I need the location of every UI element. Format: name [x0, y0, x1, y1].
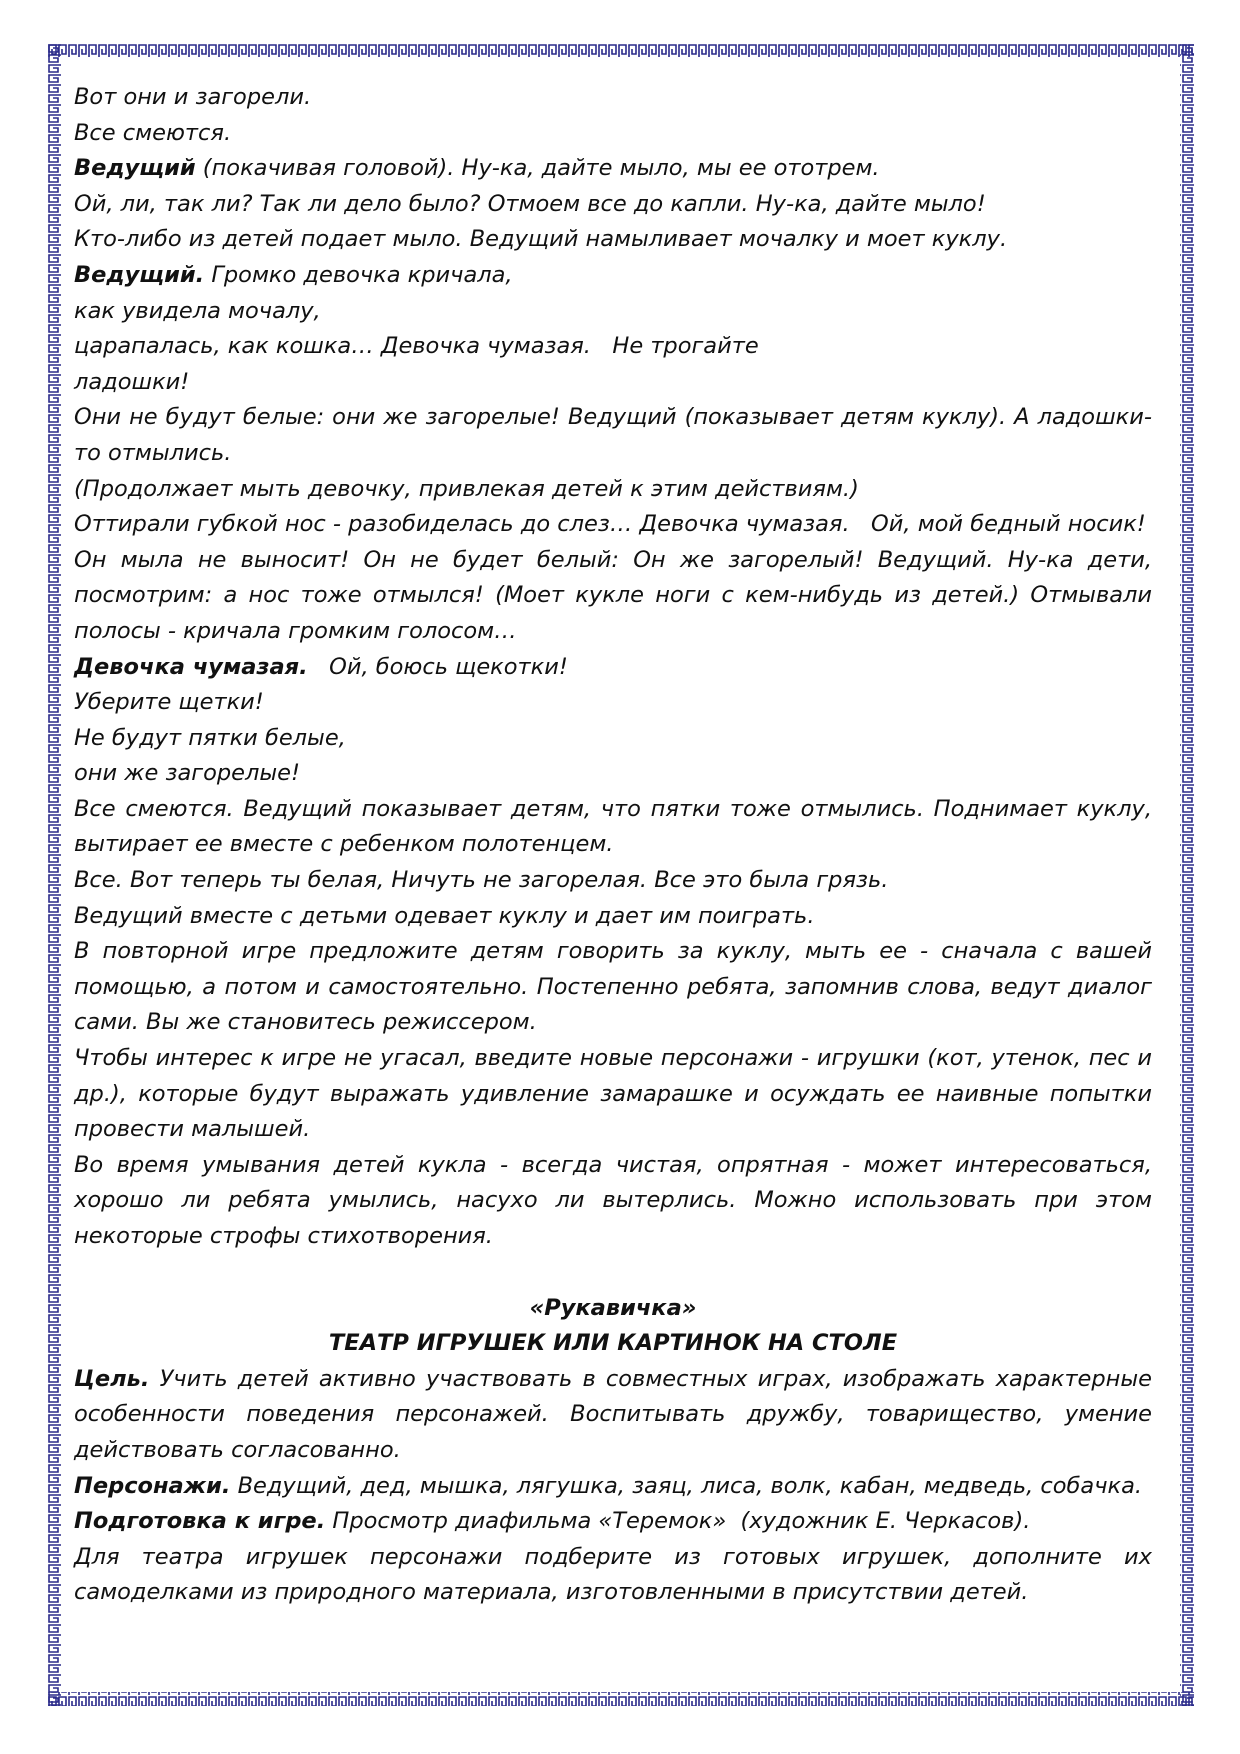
line-16: Не будут пятки белые, [74, 724, 346, 751]
bottom-section [74, 1362, 1152, 1611]
line-3: Ведущий (покачивая головой). Ну-ка, дайте мыло, мы ее ототрем. [74, 155, 880, 182]
line-2: Все смеются. [74, 119, 232, 146]
preparation-paragraph: Подготовка к игре. Просмотр диафильма «Теремок» (художник Е. Черкасов). [74, 1508, 1031, 1535]
paragraph-23: Во время умывания детей кукла - всегда чистая, опрятная - может интересоваться, хорошо ли ребята умылись, насухо ли вытерлись. Можно использовать при этом некоторые строфы стихотворения. [74, 1151, 1152, 1249]
line-6: Ведущий. Громко девочка кричала, [74, 261, 513, 288]
line-11: (Продолжает мыть девочку, привлекая детей к этим действиям.) [74, 475, 859, 502]
line-4: Ой, ли, так ли? Так ли дело было? Отмоем все до капли. Ну-ка, дайте мыло! [74, 190, 986, 217]
line-7: как увидела мочалу, [74, 297, 321, 324]
line-15: Уберите щетки! [74, 689, 264, 716]
line-9: ладошки! [74, 368, 190, 395]
line-17: они же загорелые! [74, 760, 300, 787]
paragraph-10: Они не будут белые: они же загорелые! Ведущий (показывает детям куклу). А ладошки-то отмылись. [74, 404, 1152, 466]
paragraph-12: Оттирали губкой нос - разобиделась до слез… Девочка чумазая. Ой, мой бедный носик! [74, 511, 1146, 538]
line-14: Девочка чумазая. Ой, боюсь щекотки! [74, 653, 568, 680]
paragraph-18: Все смеются. Ведущий показывает детям, что пятки тоже отмылись. Поднимает куклу, вытирает ее вместе с ребенком полотенцем. [74, 795, 1152, 858]
section-title: «Рукавичка» [529, 1294, 697, 1321]
document-body [74, 80, 1152, 1611]
goal-paragraph: Цель. Учить детей активно участвовать в совместных играх, изображать характерные особенности поведения персонажей. Воспитывать дружбу, товарищество, умение действовать согласованно. [74, 1365, 1152, 1463]
paragraph-21: В повторной игре предложите детям говорить за куклу, мыть ее - сначала с вашей помощью, а потом и самостоятельно. Постепенно ребята, запомнив слова, ведут диалог сами. Вы же становитесь режиссером. [74, 938, 1152, 1036]
line-5: Кто-либо из детей подает мыло. Ведущий намыливает мочалку и моет куклу. [74, 226, 1008, 253]
line-20: Ведущий вместе с детьми одевает куклу и дает им поиграть. [74, 902, 815, 929]
section-spacer [74, 1255, 1152, 1291]
line-1: Вот они и загорели. [74, 84, 312, 110]
top-section [74, 80, 1152, 1255]
paragraph-22: Чтобы интерес к игре не угасал, введите новые персонажи - игрушки (кот, утенок, пес и др.), которые будут выражать удивление замарашке и осуждать ее наивные попытки провести малышей. [74, 1045, 1152, 1143]
paragraph-13: Он мыла не выносит! Он не будет белый: Он же загорелый! Ведущий. Ну-ка дети, посмотрим: а нос тоже отмылся! (Моет кукле ноги с кем-нибудь из детей.) Отмывали полосы - кричала громким голосом… [74, 546, 1152, 644]
characters-paragraph: Персонажи. Ведущий, дед, мышка, лягушка, заяц, лиса, волк, кабан, медведь, собачка. [74, 1472, 1143, 1499]
line-19: Все. Вот теперь ты белая, Ничуть не загорелая. Все это была грязь. [74, 867, 889, 894]
section-subtitle: ТЕАТР ИГРУШЕК ИЛИ КАРТИНОК НА СТОЛЕ [328, 1330, 898, 1357]
theatre-paragraph: Для театра игрушек персонажи подберите из готовых игрушек, дополните их самоделками из природного материала, изготовленными в присутствии детей. [74, 1543, 1152, 1606]
line-8: царапалась, как кошка… Девочка чумазая. Не трогайте [74, 333, 759, 360]
